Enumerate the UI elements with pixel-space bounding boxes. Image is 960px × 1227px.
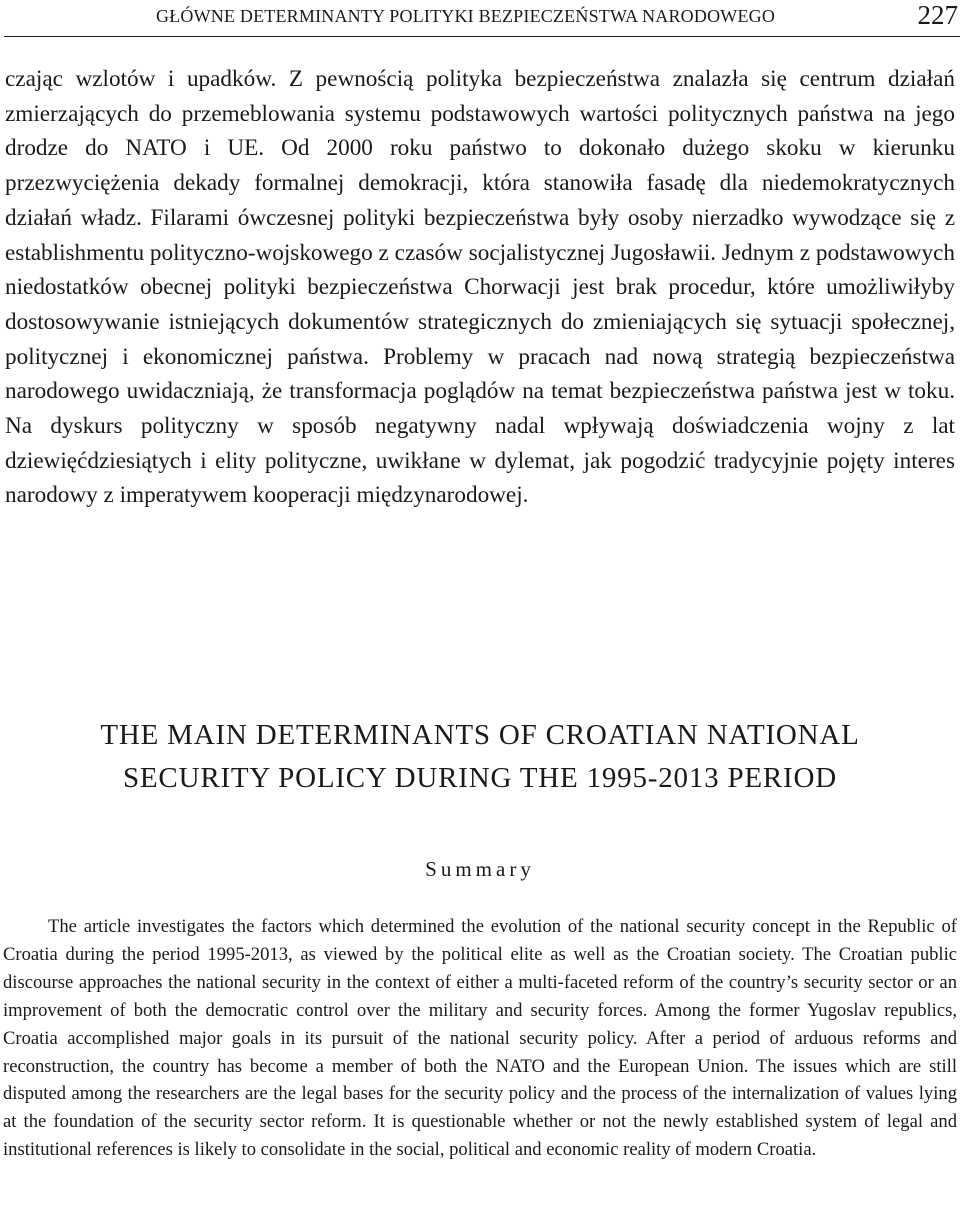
- article-title: [0, 714, 960, 800]
- running-header: [0, 0, 960, 38]
- running-title: GŁÓWNE DETERMINANTY POLITYKI BEZPIECZEŃSTWA NARODOWEGO: [156, 6, 776, 26]
- article-title-line-1: THE MAIN DETERMINANTS OF CROATIAN NATIONAL: [100, 719, 860, 751]
- header-divider: [4, 36, 960, 37]
- summary-heading: Summary: [425, 857, 535, 881]
- body-paragraph: czając wzlotów i upadków. Z pewnością polityka bezpieczeństwa znalazła się centrum działań zmierzających do przemeblowania systemu podstawowych wartości politycznych państwa na jego drodze do NATO i UE. Od 2000 roku państwo to dokonało dużego skoku w kierunku przezwyciężenia dekady formalnej demokracji, która stanowiła fasadę dla niedemokratycznych działań władz. Filarami ówczesnej polityki bezpieczeństwa były osoby nierzadko wywodzące się z establishmentu polityczno-wojskowego z czasów socjalistycznej Jugosławii. Jednym z podstawowych niedostatków obecnej polityki bezpieczeństwa Chorwacji jest brak procedur, które umożliwiłyby dostosowywanie istniejących dokumentów strategicznych do zmieniających się sytuacji społecznej, politycznej i ekonomicznej państwa. Problemy w pracach nad nową strategią bezpieczeństwa narodowego uwidaczniają, że transformacja poglądów na temat bezpieczeństwa państwa jest w toku. Na dyskurs polityczny w sposób negatywny nadal wpływają doświadczenia wojny z lat dziewięćdziesiątych i elity polityczne, uwikłane w dylemat, jak pogodzić tradycyjnie pojęty interes narodowy z imperatywem kooperacji międzynarodowej.: [5, 66, 955, 509]
- page-number: 227: [917, 0, 958, 30]
- article-title-line-2: SECURITY POLICY DURING THE 1995-2013 PERIOD: [122, 762, 838, 794]
- summary-text: The article investigates the factors which determined the evolution of the national security concept in the Republic of Croatia during the period 1995-2013, as viewed by the political elite as well as the Croatian society. The Croatian public discourse approaches the national security in the context of either a multi-faceted reform of the country’s security sector or an improvement of both the democratic control over the military and security forces. Among the former Yugoslav republics, Croatia accomplished major goals in its pursuit of the national security policy. After a period of arduous reforms and reconstruction, the country has become a member of both the NATO and the European Union. The issues which are still disputed among the researchers are the legal bases for the security policy and the process of the internalization of values lying at the foundation of the security sector reform. It is questionable whether or not the newly established system of legal and institutional references is likely to consolidate in the social, political and economic reality of modern Croatia.: [3, 916, 957, 1161]
